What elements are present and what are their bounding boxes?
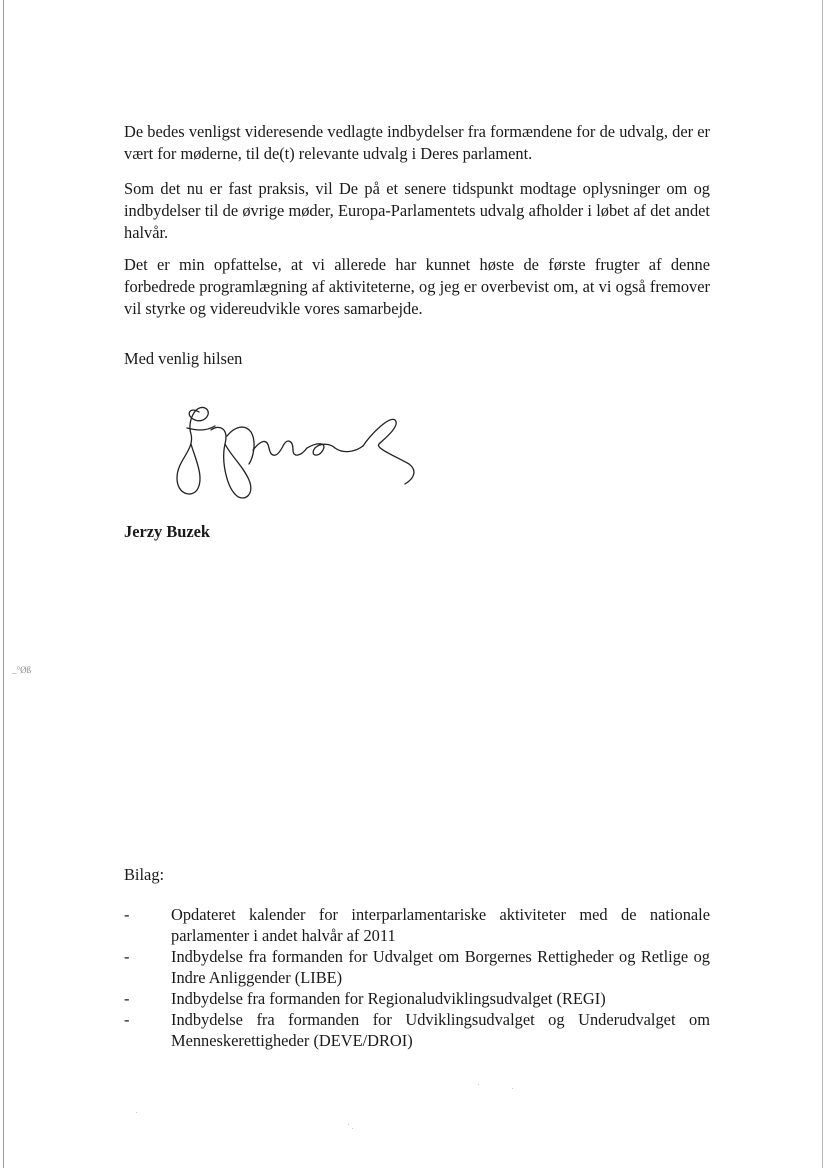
scan-speck <box>478 1084 479 1085</box>
list-dash: - <box>124 947 130 966</box>
scan-speck <box>348 1124 349 1125</box>
annex-item-libe <box>124 946 710 988</box>
annex-heading: Bilag: <box>124 865 165 884</box>
scan-margin-mark: _°Øß <box>12 665 32 675</box>
annex-item-calendar <box>124 904 710 946</box>
body-paragraph-cooperation: Det er min opfattelse, at vi allerede har kunnet høste de første frugter af denne forbedrede programlægning af aktiviteterne, og jeg er overbevist om, at vi også fremover vil styrke og videreudvikle vores samarbejde. <box>124 255 710 318</box>
scan-edge-right <box>822 0 823 1168</box>
scan-edge-left <box>3 0 4 1168</box>
annex-item-text: Indbydelse fra formanden for Udvalget om Borgernes Rettigheder og Retlige og Indre Anliggender (LIBE) <box>171 947 710 987</box>
annex-item-text: Opdateret kalender for interparlamentariske aktiviteter med de nationale parlamenter i andet halvår af 2011 <box>171 905 710 945</box>
list-dash: - <box>124 989 130 1008</box>
annex-item-regi <box>124 988 710 1009</box>
list-dash: - <box>124 1010 130 1029</box>
scan-speck <box>512 1088 513 1089</box>
annex-item-deve-droi <box>124 1009 710 1051</box>
scan-speck <box>136 1112 137 1113</box>
closing-salutation: Med venlig hilsen <box>124 349 243 368</box>
scan-speck <box>352 1128 353 1129</box>
list-dash: - <box>124 905 130 924</box>
annex-item-text: Indbydelse fra formanden for Regionaludviklingsudvalget (REGI) <box>171 989 606 1008</box>
annex-list <box>124 904 710 1051</box>
handwritten-signature <box>165 398 425 508</box>
annex-item-text: Indbydelse fra formanden for Udviklingsudvalget og Underudvalget om Menneskerettigheder (DEVE/DROI) <box>171 1010 710 1050</box>
signer-name: Jerzy Buzek <box>124 522 211 541</box>
body-paragraph-forwarding: De bedes venligst videresende vedlagte indbydelser fra formændene for de udvalg, der er vært for møderne, til de(t) relevante udvalg i Deres parlament. <box>124 122 710 163</box>
body-paragraph-practice: Som det nu er fast praksis, vil De på et senere tidspunkt modtage oplysninger om og indbydelser til de øvrige møder, Europa-Parlamentets udvalg afholder i løbet af det andet halvår. <box>124 179 710 242</box>
